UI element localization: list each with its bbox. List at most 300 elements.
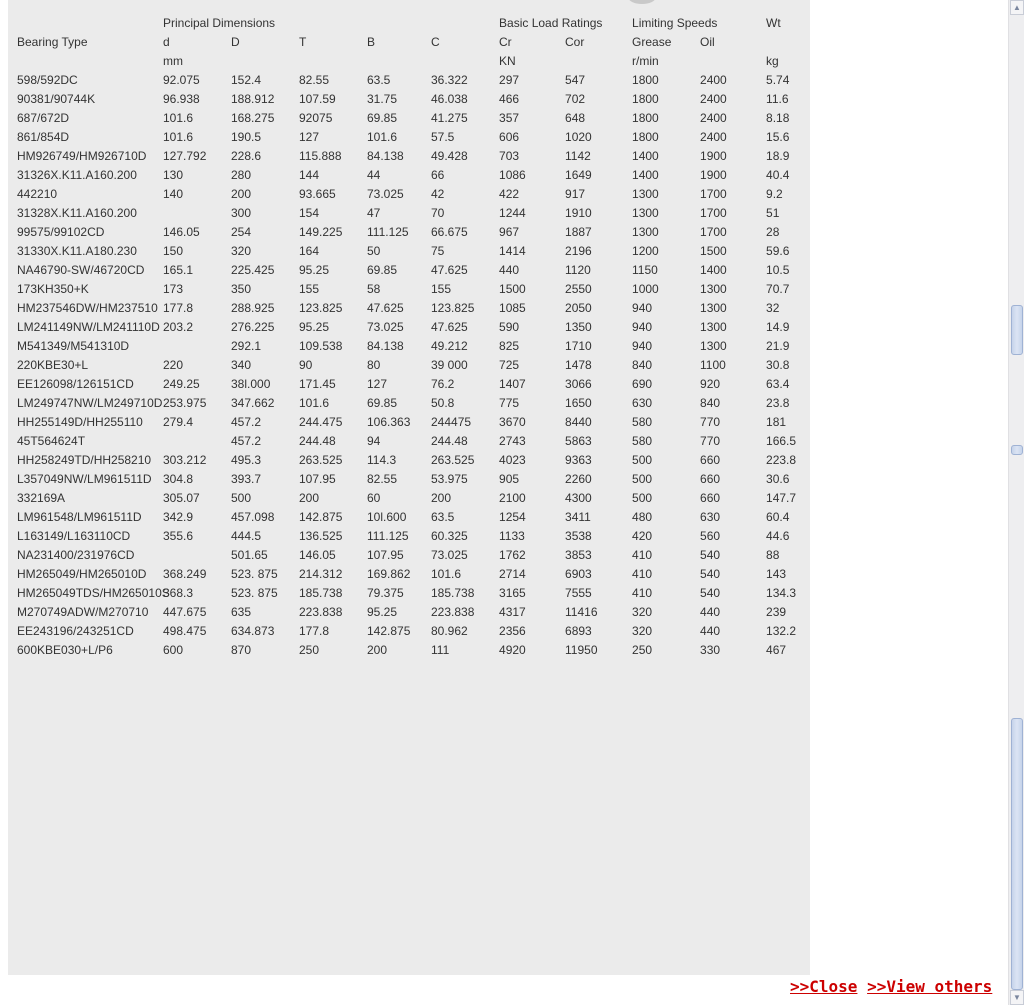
table-cell: 917 bbox=[565, 187, 586, 201]
table-row bbox=[8, 109, 811, 128]
table-cell: 292.1 bbox=[231, 339, 262, 353]
table-cell: 300 bbox=[231, 206, 252, 220]
table-cell: 181 bbox=[766, 415, 787, 429]
table-cell: 1300 bbox=[632, 206, 659, 220]
view-others-link[interactable]: >>View others bbox=[867, 977, 993, 996]
table-cell: 165.1 bbox=[163, 263, 194, 277]
table-cell: 94 bbox=[367, 434, 381, 448]
table-cell: 30.6 bbox=[766, 472, 790, 486]
table-row bbox=[8, 451, 811, 470]
header-B: B bbox=[367, 35, 376, 49]
table-cell: 47.625 bbox=[367, 301, 404, 315]
table-cell: 200 bbox=[231, 187, 252, 201]
header-basic-load-ratings: Basic Load Ratings bbox=[499, 16, 603, 30]
table-cell: 940 bbox=[632, 339, 653, 353]
bearing-type-cell: LM961548/LM961511D bbox=[17, 510, 142, 524]
table-cell: 107.59 bbox=[299, 92, 336, 106]
scrollbar-thumb-marker[interactable] bbox=[1011, 305, 1023, 355]
table-cell: 347.662 bbox=[231, 396, 275, 410]
table-cell: 279.4 bbox=[163, 415, 194, 429]
header-Cor: Cor bbox=[565, 35, 585, 49]
bearing-type-cell: HM926749/HM926710D bbox=[17, 149, 147, 163]
table-cell: 630 bbox=[632, 396, 653, 410]
table-cell: 200 bbox=[299, 491, 320, 505]
table-cell: 115.888 bbox=[299, 149, 342, 163]
table-cell: 540 bbox=[700, 567, 721, 581]
table-cell: 203.2 bbox=[163, 320, 194, 334]
close-link[interactable]: >>Close bbox=[790, 977, 858, 996]
header-C: C bbox=[431, 35, 440, 49]
table-cell: 1020 bbox=[565, 130, 592, 144]
table-cell: 303.212 bbox=[163, 453, 207, 467]
table-cell: 44 bbox=[367, 168, 381, 182]
table-cell: 228.6 bbox=[231, 149, 262, 163]
table-cell: 4920 bbox=[499, 643, 526, 657]
table-row bbox=[8, 394, 811, 413]
header-D: D bbox=[231, 35, 240, 49]
top-decoration bbox=[628, 0, 656, 4]
table-cell: 111.125 bbox=[367, 225, 409, 239]
table-cell: 82.55 bbox=[299, 73, 330, 87]
table-cell: 111 bbox=[431, 643, 450, 657]
table-cell: 57.5 bbox=[431, 130, 455, 144]
table-cell: 63.4 bbox=[766, 377, 790, 391]
scrollbar-thumb-marker[interactable] bbox=[1011, 445, 1023, 455]
table-cell: 825 bbox=[499, 339, 520, 353]
table-cell: 40.4 bbox=[766, 168, 790, 182]
table-cell: 1800 bbox=[632, 73, 659, 87]
table-cell: 967 bbox=[499, 225, 520, 239]
table-cell: 1120 bbox=[565, 263, 591, 277]
table-cell: 635 bbox=[231, 605, 252, 619]
table-cell: 250 bbox=[299, 643, 320, 657]
table-cell: 1700 bbox=[700, 206, 727, 220]
bearing-type-cell: 173KH350+K bbox=[17, 282, 89, 296]
table-cell: 500 bbox=[231, 491, 252, 505]
table-cell: 466 bbox=[499, 92, 520, 106]
bearing-type-cell: L163149/L163110CD bbox=[17, 529, 131, 543]
table-cell: 106.363 bbox=[367, 415, 411, 429]
table-cell: 254 bbox=[231, 225, 252, 239]
header-grease: Grease bbox=[632, 35, 672, 49]
table-cell: 152.4 bbox=[231, 73, 262, 87]
table-cell: 123.825 bbox=[299, 301, 343, 315]
table-cell bbox=[163, 432, 231, 451]
table-cell: 1800 bbox=[632, 130, 659, 144]
table-cell: 50 bbox=[367, 244, 381, 258]
table-cell: 350 bbox=[231, 282, 252, 296]
table-row bbox=[8, 166, 811, 185]
header-cell bbox=[367, 52, 431, 71]
table-cell: 3670 bbox=[499, 415, 526, 429]
bearing-type-cell: 598/592DC bbox=[17, 73, 78, 87]
bearing-type-cell: M541349/M541310D bbox=[17, 339, 130, 353]
table-cell: 46.038 bbox=[431, 92, 468, 106]
header-T: T bbox=[299, 35, 307, 49]
table-cell: 142.875 bbox=[299, 510, 343, 524]
table-cell: 1800 bbox=[632, 92, 659, 106]
table-cell: 634.873 bbox=[231, 624, 275, 638]
table-cell: 410 bbox=[632, 548, 653, 562]
table-cell: 75 bbox=[431, 244, 445, 258]
table-cell: 142.875 bbox=[367, 624, 411, 638]
header-bearing-type: Bearing Type bbox=[17, 35, 88, 49]
table-cell: 320 bbox=[632, 605, 653, 619]
table-cell: 14.9 bbox=[766, 320, 790, 334]
table-cell: 50.8 bbox=[431, 396, 455, 410]
table-cell: 134.3 bbox=[766, 586, 797, 600]
bearing-type-cell: HM265049/HM265010D bbox=[17, 567, 147, 581]
table-cell: 244475 bbox=[431, 415, 472, 429]
table-cell: 1414 bbox=[499, 244, 526, 258]
table-row bbox=[8, 223, 811, 242]
table-cell: 92075 bbox=[299, 111, 333, 125]
table-cell: 2260 bbox=[565, 472, 592, 486]
table-row bbox=[8, 375, 811, 394]
table-cell: 253.975 bbox=[163, 396, 207, 410]
header-cell bbox=[431, 52, 499, 71]
table-cell: 500 bbox=[632, 453, 653, 467]
table-cell: 47.625 bbox=[431, 320, 468, 334]
table-row bbox=[8, 128, 811, 147]
table-cell: 130 bbox=[163, 168, 184, 182]
header-cell bbox=[766, 33, 811, 52]
header-units-row bbox=[8, 52, 811, 71]
table-cell: 30.8 bbox=[766, 358, 790, 372]
table-cell: 703 bbox=[499, 149, 520, 163]
table-cell: 1200 bbox=[632, 244, 659, 258]
table-cell: 136.525 bbox=[299, 529, 343, 543]
table-row bbox=[8, 546, 811, 565]
table-cell: 495.3 bbox=[231, 453, 262, 467]
table-cell: 60.325 bbox=[431, 529, 468, 543]
table-row bbox=[8, 489, 811, 508]
bearing-type-cell: 99575/99102CD bbox=[17, 225, 105, 239]
table-cell: 368.249 bbox=[163, 567, 207, 581]
bearing-spec-table bbox=[8, 14, 811, 660]
table-cell: 70 bbox=[431, 206, 445, 220]
table-cell: 501.65 bbox=[231, 548, 268, 562]
table-cell: 111.125 bbox=[367, 529, 409, 543]
table-cell: 177.8 bbox=[163, 301, 194, 315]
table-cell: 9363 bbox=[565, 453, 592, 467]
bearing-type-cell: 45T564624T bbox=[17, 434, 86, 448]
table-cell: 297 bbox=[499, 73, 520, 87]
bearing-type-cell: HH255149D/HH255110 bbox=[17, 415, 143, 429]
table-cell: 1400 bbox=[700, 263, 727, 277]
table-row bbox=[8, 242, 811, 261]
table-cell: 88 bbox=[766, 548, 780, 562]
table-cell: 660 bbox=[700, 453, 721, 467]
table-cell: 393.7 bbox=[231, 472, 262, 486]
table-cell: 320 bbox=[231, 244, 252, 258]
table-cell: 2400 bbox=[700, 111, 727, 125]
table-cell: 940 bbox=[632, 301, 653, 315]
table-cell: 220 bbox=[163, 358, 184, 372]
table-cell: 1700 bbox=[700, 187, 727, 201]
table-cell: 422 bbox=[499, 187, 520, 201]
table-cell: 410 bbox=[632, 586, 653, 600]
table-cell: 1910 bbox=[565, 206, 592, 220]
bearing-type-cell: EE126098/126151CD bbox=[17, 377, 134, 391]
bearing-type-cell: LM249747NW/LM249710D bbox=[17, 396, 163, 410]
bearing-type-cell: 861/854D bbox=[17, 130, 70, 144]
table-cell: 276.225 bbox=[231, 320, 275, 334]
table-cell: 44.6 bbox=[766, 529, 790, 543]
table-cell: 280 bbox=[231, 168, 252, 182]
table-row bbox=[8, 584, 811, 603]
table-cell: 200 bbox=[431, 491, 452, 505]
table-cell: 1100 bbox=[700, 358, 726, 372]
table-cell: 147.7 bbox=[766, 491, 797, 505]
table-cell: 63.5 bbox=[431, 510, 455, 524]
scroll-up-arrow-icon[interactable]: ▲ bbox=[1010, 0, 1024, 15]
table-cell: 1900 bbox=[700, 149, 727, 163]
table-cell: 940 bbox=[632, 320, 653, 334]
table-cell: 702 bbox=[565, 92, 586, 106]
table-cell: 457.2 bbox=[231, 434, 262, 448]
table-cell: 1400 bbox=[632, 168, 659, 182]
table-cell: 1350 bbox=[565, 320, 592, 334]
scroll-down-arrow-icon[interactable]: ▼ bbox=[1010, 990, 1024, 1005]
table-cell: 1649 bbox=[565, 168, 592, 182]
bearing-type-cell: LM241149NW/LM241110D bbox=[17, 320, 160, 334]
table-cell: 21.9 bbox=[766, 339, 790, 353]
table-cell: 4300 bbox=[565, 491, 592, 505]
table-cell: 101.6 bbox=[299, 396, 330, 410]
table-cell: 166.5 bbox=[766, 434, 797, 448]
table-cell: 2100 bbox=[499, 491, 526, 505]
table-cell: 368.3 bbox=[163, 586, 194, 600]
table-body bbox=[8, 71, 811, 660]
table-cell: 80 bbox=[367, 358, 381, 372]
bearing-type-cell: NA46790-SW/46720CD bbox=[17, 263, 145, 277]
table-cell: 5863 bbox=[565, 434, 592, 448]
bearing-type-cell: 600KBE030+L/P6 bbox=[17, 643, 113, 657]
table-cell: 8.18 bbox=[766, 111, 790, 125]
table-cell: 15.6 bbox=[766, 130, 790, 144]
table-row bbox=[8, 299, 811, 318]
table-cell: 101.6 bbox=[163, 111, 194, 125]
table-cell: 144 bbox=[299, 168, 320, 182]
table-cell: 2050 bbox=[565, 301, 592, 315]
table-cell: 870 bbox=[231, 643, 252, 657]
table-cell: 305.07 bbox=[163, 491, 200, 505]
table-cell: 630 bbox=[700, 510, 721, 524]
table-cell: 93.665 bbox=[299, 187, 336, 201]
table-cell: 1900 bbox=[700, 168, 727, 182]
table-cell: 38l.000 bbox=[231, 377, 271, 391]
bearing-type-cell: 31328X.K11.A160.200 bbox=[17, 206, 137, 220]
table-cell: 770 bbox=[700, 434, 721, 448]
header-weight: Wt bbox=[766, 16, 781, 30]
table-cell: 1300 bbox=[700, 320, 727, 334]
table-cell: 500 bbox=[632, 491, 653, 505]
header-unit-rmin: r/min bbox=[632, 54, 659, 68]
table-cell: 420 bbox=[632, 529, 653, 543]
header-d: d bbox=[163, 35, 170, 49]
table-cell: 10l.600 bbox=[367, 510, 407, 524]
table-row bbox=[8, 185, 811, 204]
table-row bbox=[8, 565, 811, 584]
bearing-type-cell: 442210 bbox=[17, 187, 58, 201]
table-cell: 590 bbox=[499, 320, 520, 334]
table-cell: 173 bbox=[163, 282, 184, 296]
table-cell: 223.838 bbox=[299, 605, 343, 619]
table-cell: 1300 bbox=[700, 301, 727, 315]
table-cell: 79.375 bbox=[367, 586, 404, 600]
table-cell: 1133 bbox=[499, 529, 525, 543]
table-cell: 32 bbox=[766, 301, 780, 315]
table-cell: 342.9 bbox=[163, 510, 194, 524]
table-cell: 60.4 bbox=[766, 510, 790, 524]
table-row bbox=[8, 356, 811, 375]
table-cell: 3538 bbox=[565, 529, 592, 543]
table-row bbox=[8, 622, 811, 641]
table-cell: 92.075 bbox=[163, 73, 200, 87]
table-cell: 1400 bbox=[632, 149, 659, 163]
bearing-type-cell: L357049NW/LM961511D bbox=[17, 472, 152, 486]
table-cell: 42 bbox=[431, 187, 445, 201]
table-cell: 1887 bbox=[565, 225, 592, 239]
table-cell: 3853 bbox=[565, 548, 592, 562]
table-cell: 648 bbox=[565, 111, 586, 125]
table-cell: 3165 bbox=[499, 586, 526, 600]
table-cell: 101.6 bbox=[367, 130, 398, 144]
bearing-type-cell: 31330X.K11.A180.230 bbox=[17, 244, 137, 258]
footer-links bbox=[790, 977, 992, 997]
table-cell: 5.74 bbox=[766, 73, 790, 87]
table-row bbox=[8, 261, 811, 280]
table-cell: 1086 bbox=[499, 168, 526, 182]
header-cell bbox=[299, 52, 367, 71]
table-cell: 8440 bbox=[565, 415, 592, 429]
table-cell: 725 bbox=[499, 358, 520, 372]
table-cell: 146.05 bbox=[163, 225, 200, 239]
table-cell: 127 bbox=[299, 130, 320, 144]
table-cell: 1244 bbox=[499, 206, 526, 220]
table-cell: 31.75 bbox=[367, 92, 398, 106]
table-cell: 770 bbox=[700, 415, 721, 429]
table-cell: 2400 bbox=[700, 73, 727, 87]
table-cell: 73.025 bbox=[367, 320, 404, 334]
table-cell: 1700 bbox=[700, 225, 727, 239]
table-cell: 76.2 bbox=[431, 377, 455, 391]
table-cell: 840 bbox=[700, 396, 721, 410]
header-unit-mm: mm bbox=[163, 54, 183, 68]
table-cell: 177.8 bbox=[299, 624, 330, 638]
header-Cr: Cr bbox=[499, 35, 512, 49]
table-cell: 123.825 bbox=[431, 301, 475, 315]
vertical-scrollbar[interactable] bbox=[1008, 0, 1024, 1005]
table-cell: 4023 bbox=[499, 453, 526, 467]
table-cell: 36.322 bbox=[431, 73, 468, 87]
table-cell: 9.2 bbox=[766, 187, 783, 201]
table-cell: 444.5 bbox=[231, 529, 262, 543]
table-cell: 225.425 bbox=[231, 263, 275, 277]
table-cell: 263.525 bbox=[431, 453, 475, 467]
bearing-type-cell: 90381/90744K bbox=[17, 92, 96, 106]
table-cell: 690 bbox=[632, 377, 653, 391]
table-cell: 11950 bbox=[565, 643, 598, 657]
table-cell: 440 bbox=[700, 624, 721, 638]
table-cell: 1300 bbox=[632, 187, 659, 201]
table-cell: 69.85 bbox=[367, 111, 398, 125]
table-cell: 580 bbox=[632, 415, 653, 429]
bearing-type-cell: 687/672D bbox=[17, 111, 70, 125]
table-row bbox=[8, 527, 811, 546]
table-row bbox=[8, 413, 811, 432]
table-cell: 244.475 bbox=[299, 415, 343, 429]
table-cell: 660 bbox=[700, 472, 721, 486]
table-cell: 1085 bbox=[499, 301, 526, 315]
table-cell: 39 000 bbox=[431, 358, 468, 372]
table-cell: 457.2 bbox=[231, 415, 262, 429]
header-cell bbox=[700, 52, 766, 71]
table-cell: 1254 bbox=[499, 510, 526, 524]
table-cell: 190.5 bbox=[231, 130, 262, 144]
table-cell: 96.938 bbox=[163, 92, 200, 106]
table-cell: 249.25 bbox=[163, 377, 200, 391]
table-cell: 775 bbox=[499, 396, 520, 410]
table-cell: 523. 875 bbox=[231, 567, 278, 581]
table-cell: 109.538 bbox=[299, 339, 343, 353]
table-cell: 600 bbox=[163, 643, 184, 657]
table-cell: 6903 bbox=[565, 567, 592, 581]
header-unit-kg: kg bbox=[766, 54, 779, 68]
table-cell: 660 bbox=[700, 491, 721, 505]
table-cell: 188.912 bbox=[231, 92, 275, 106]
table-cell: 1650 bbox=[565, 396, 592, 410]
bearing-type-cell: 31326X.K11.A160.200 bbox=[17, 168, 137, 182]
table-cell: 90 bbox=[299, 358, 313, 372]
table-row bbox=[8, 603, 811, 622]
table-row bbox=[8, 71, 811, 90]
table-cell: 169.862 bbox=[367, 567, 411, 581]
table-cell: 2743 bbox=[499, 434, 526, 448]
table-cell: 51 bbox=[766, 206, 780, 220]
table-cell: 107.95 bbox=[367, 548, 404, 562]
bearing-type-cell: HM265049TDS/HM265010S bbox=[17, 586, 170, 600]
table-cell: 1407 bbox=[499, 377, 526, 391]
table-cell: 580 bbox=[632, 434, 653, 448]
header-unit-kn: KN bbox=[499, 54, 516, 68]
table-cell bbox=[163, 337, 231, 356]
scrollbar-thumb[interactable] bbox=[1011, 718, 1023, 990]
table-cell: 467 bbox=[766, 643, 787, 657]
table-cell: 1500 bbox=[499, 282, 526, 296]
table-cell: 540 bbox=[700, 586, 721, 600]
table-cell: 80.962 bbox=[431, 624, 468, 638]
table-cell: 480 bbox=[632, 510, 653, 524]
table-cell: 440 bbox=[700, 605, 721, 619]
header-group-row bbox=[8, 14, 811, 33]
header-cell bbox=[565, 52, 632, 71]
table-cell: 1150 bbox=[632, 263, 658, 277]
table-cell: 410 bbox=[632, 567, 653, 581]
table-cell: 101.6 bbox=[163, 130, 194, 144]
table-cell: 28 bbox=[766, 225, 780, 239]
table-cell: 2550 bbox=[565, 282, 592, 296]
table-cell: 132.2 bbox=[766, 624, 797, 638]
table-cell: 606 bbox=[499, 130, 520, 144]
table-cell: 11.6 bbox=[766, 92, 789, 106]
table-cell: 920 bbox=[700, 377, 721, 391]
table-row bbox=[8, 337, 811, 356]
table-cell: 63.5 bbox=[367, 73, 391, 87]
table-cell: 73.025 bbox=[367, 187, 404, 201]
table-cell: 47 bbox=[367, 206, 381, 220]
